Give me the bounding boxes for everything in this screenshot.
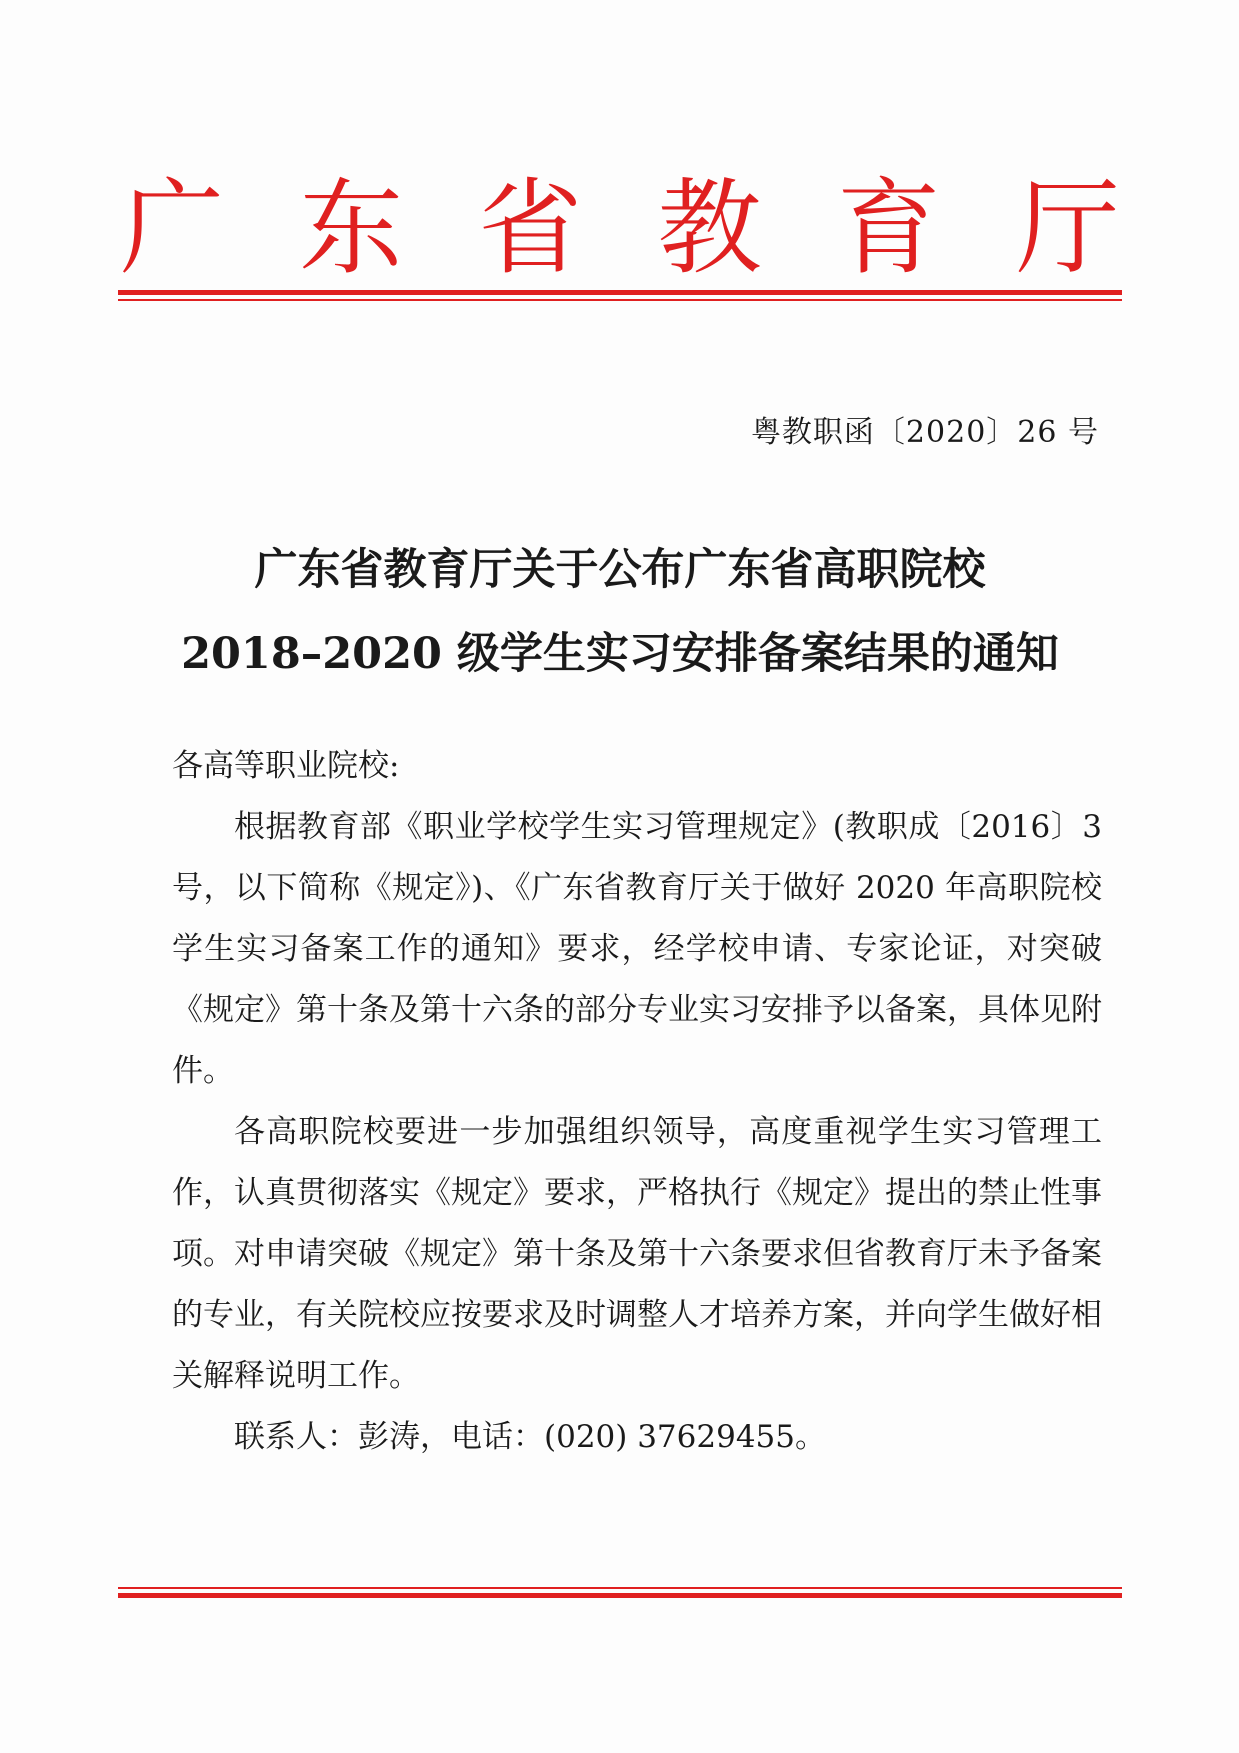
masthead-char: 东 <box>299 167 404 289</box>
title-line-1: 广东省教育厅关于公布广东省高职院校 <box>254 545 986 595</box>
salutation: 各高等职业院校: <box>172 748 400 784</box>
footer-red-rule <box>118 1587 1122 1598</box>
masthead-char: 广 <box>120 167 225 289</box>
document-title <box>120 528 1120 696</box>
masthead <box>120 168 1120 288</box>
header-rule-thin <box>118 299 1122 301</box>
footer-rule-thin <box>118 1587 1122 1589</box>
masthead-char: 厅 <box>1015 167 1120 289</box>
contact-line: 联系人：彭涛，电话：(020) 37629455。 <box>234 1419 826 1455</box>
header-rule-thick <box>118 290 1122 295</box>
document-number: 粤教职函〔2020〕26 号 <box>750 415 1099 450</box>
masthead-char: 育 <box>836 167 941 289</box>
footer-rule-thick <box>118 1593 1122 1598</box>
masthead-char: 教 <box>657 167 762 289</box>
header-red-rule <box>118 290 1122 301</box>
title-line-2: 2018–2020 级学生实习安排备案结果的通知 <box>181 629 1059 679</box>
masthead-char: 省 <box>478 167 583 289</box>
body-paragraph: 各高职院校要进一步加强组织领导，高度重视学生实习管理工作，认真贯彻落实《规定》要求，严格执行《规定》提出的禁止性事项。对申请突破《规定》第十条及第十六条要求但省教育厅未予备案的专业，有关院校应按要求及时调整人才培养方案，并向学生做好相关解释说明工作。 <box>172 1114 1102 1394</box>
document-body <box>172 797 1102 1468</box>
body-paragraph: 根据教育部《职业学校学生实习管理规定》(教职成〔2016〕3 号，以下简称《规定》)、《广东省教育厅关于做好 2020 年高职院校学生实习备案工作的通知》要求，经学校申请、专家论证，对突破《规定》第十条及第十六条的部分专业实习安排予以备案，具体见附件。 <box>172 809 1102 1089</box>
